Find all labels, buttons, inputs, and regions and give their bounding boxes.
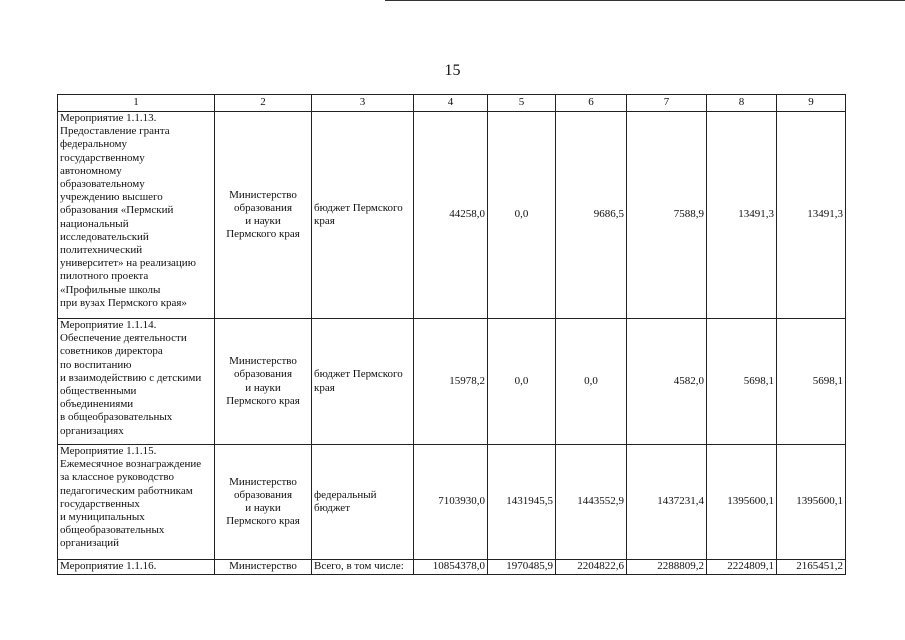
column-header: 7 bbox=[627, 95, 707, 112]
funding-source-cell: федеральный бюджет bbox=[314, 488, 377, 514]
funding-source-cell: Всего, в том числе: bbox=[312, 560, 414, 575]
table-header-row bbox=[58, 95, 846, 112]
total-value-cell: 10854378,0 bbox=[414, 560, 488, 575]
budget-table bbox=[57, 94, 846, 575]
year-value-cell: 0,0 bbox=[556, 319, 627, 445]
table-row bbox=[58, 319, 846, 445]
executor-cell: Министерство образования и науки Пермского края bbox=[226, 475, 300, 528]
total-value-cell: 7103930,0 bbox=[414, 445, 488, 560]
table-row bbox=[58, 112, 846, 319]
table-row bbox=[58, 445, 846, 560]
year-value-cell: 1437231,4 bbox=[627, 445, 707, 560]
activity-cell: Мероприятие 1.1.15. Ежемесячное вознаграждение за классное руководство педагогическим работникам государственных и муниципальных общеобразовательных организаций bbox=[60, 445, 202, 550]
table-row bbox=[58, 560, 846, 575]
column-header: 3 bbox=[312, 95, 414, 112]
year-value-cell: 0,0 bbox=[488, 112, 556, 319]
year-value-cell: 4582,0 bbox=[627, 319, 707, 445]
year-value-cell: 1395600,1 bbox=[777, 445, 846, 560]
column-header: 2 bbox=[215, 95, 312, 112]
year-value-cell: 9686,5 bbox=[556, 112, 627, 319]
year-value-cell: 2224809,1 bbox=[707, 560, 777, 575]
year-value-cell: 7588,9 bbox=[627, 112, 707, 319]
activity-cell: Мероприятие 1.1.14. Обеспечение деятельности советников директора по воспитанию и взаимодействию с детскими общественными объединениями в общеобразовательных организациях bbox=[60, 319, 202, 437]
column-header: 6 bbox=[556, 95, 627, 112]
page-number: 15 bbox=[444, 62, 461, 79]
executor-cell: Министерство образования и науки Пермского края bbox=[226, 188, 300, 241]
top-rule bbox=[385, 0, 905, 1]
funding-source-cell: бюджет Пермского края bbox=[314, 368, 403, 394]
year-value-cell: 0,0 bbox=[488, 319, 556, 445]
total-value-cell: 44258,0 bbox=[414, 112, 488, 319]
year-value-cell: 5698,1 bbox=[707, 319, 777, 445]
executor-cell: Министерство bbox=[215, 560, 312, 575]
year-value-cell: 1970485,9 bbox=[488, 560, 556, 575]
year-value-cell: 2288809,2 bbox=[627, 560, 707, 575]
activity-cell: Мероприятие 1.1.16. bbox=[58, 560, 215, 575]
column-header: 5 bbox=[488, 95, 556, 112]
year-value-cell: 1431945,5 bbox=[488, 445, 556, 560]
year-value-cell: 13491,3 bbox=[707, 112, 777, 319]
column-header: 1 bbox=[58, 95, 215, 112]
year-value-cell: 1395600,1 bbox=[707, 445, 777, 560]
executor-cell: Министерство образования и науки Пермского края bbox=[226, 355, 300, 407]
year-value-cell: 2204822,6 bbox=[556, 560, 627, 575]
year-value-cell: 2165451,2 bbox=[777, 560, 846, 575]
column-header: 9 bbox=[777, 95, 846, 112]
year-value-cell: 13491,3 bbox=[777, 112, 846, 319]
total-value-cell: 15978,2 bbox=[414, 319, 488, 445]
column-header: 4 bbox=[414, 95, 488, 112]
year-value-cell: 1443552,9 bbox=[556, 445, 627, 560]
year-value-cell: 5698,1 bbox=[777, 319, 846, 445]
activity-cell: Мероприятие 1.1.13. Предоставление гранта федеральному государственному автономному образовательному учреждению высшего образования «Пермский национальный исследовательский политехнический университет» на реализацию пилотного проекта «Профильные школы при вузах Пермского края» bbox=[60, 112, 196, 309]
column-header: 8 bbox=[707, 95, 777, 112]
funding-source-cell: бюджет Пермского края bbox=[314, 201, 403, 227]
